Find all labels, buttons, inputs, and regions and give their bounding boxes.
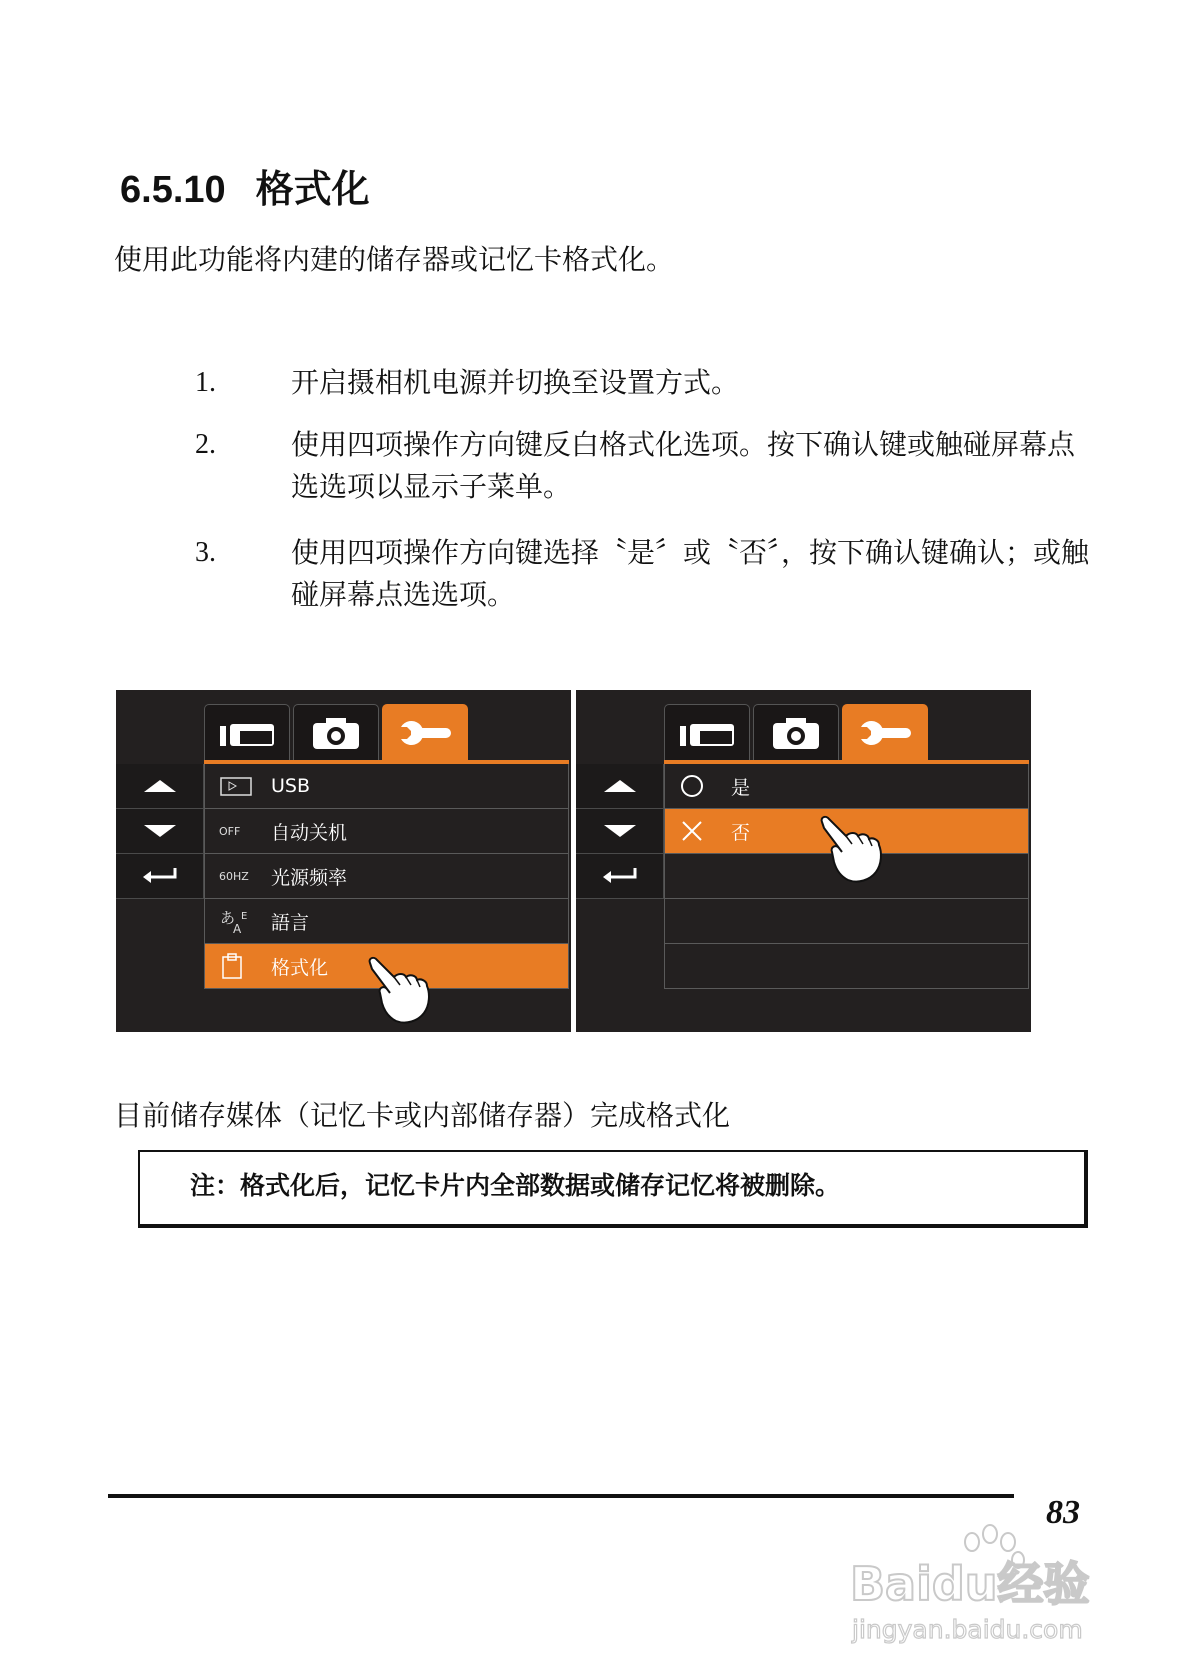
arrow-down-icon xyxy=(603,824,637,838)
baidu-watermark xyxy=(850,1520,1130,1650)
section-number: 6.5.10 xyxy=(120,169,226,211)
section-heading xyxy=(120,158,370,213)
arrow-up-icon xyxy=(143,779,177,793)
tab-video-mode[interactable] xyxy=(204,704,290,760)
option-yes[interactable] xyxy=(664,764,1029,809)
watermark-url: jingyan.baidu.com xyxy=(852,1615,1083,1644)
option-label: 是 xyxy=(731,776,751,799)
wrench-icon xyxy=(397,717,453,749)
tab-video-mode[interactable] xyxy=(664,704,750,760)
menu-item-label: 格式化 xyxy=(271,956,329,979)
menu-item-frequency[interactable] xyxy=(204,854,569,899)
menu-item-language[interactable] xyxy=(204,899,569,944)
step-number: 1. xyxy=(195,367,216,398)
menu-item-label: 光源频率 xyxy=(271,866,348,889)
tab-settings[interactable] xyxy=(842,704,928,760)
down-button[interactable] xyxy=(116,809,204,854)
page-number: 83 xyxy=(1046,1494,1080,1531)
svg-text:E: E xyxy=(241,911,248,922)
up-button[interactable] xyxy=(116,764,204,809)
menu-item-label: 自动关机 xyxy=(271,821,348,844)
enter-icon xyxy=(602,866,638,886)
camera-screen-settings-menu xyxy=(116,690,571,1032)
note-box xyxy=(138,1150,1088,1228)
step-1 xyxy=(195,362,1095,404)
arrow-down-icon xyxy=(143,824,177,838)
menu-item-usb[interactable] xyxy=(204,764,569,809)
camera-screen-format-confirm xyxy=(576,690,1031,1032)
note-text: 注：格式化后，记忆卡片内全部数据或储存记忆将被删除。 xyxy=(190,1171,841,1200)
pointing-hand-icon xyxy=(366,955,436,1030)
video-mode-icon xyxy=(678,718,736,748)
step-text: 开启摄相机电源并切换至设置方式。 xyxy=(291,366,740,399)
step-text: 使用四项操作方向键反白格式化选项。按下确认键或触碰屏幕点选选项以显示子菜单。 xyxy=(291,428,1076,503)
wrench-icon xyxy=(857,717,913,749)
step-text: 使用四项操作方向键选择〝是〞或〝否〞，按下确认键确认；或触碰屏幕点选选项。 xyxy=(291,536,1090,611)
result-text: 目前储存媒体（记忆卡或内部储存器）完成格式化 xyxy=(114,1099,731,1132)
up-button[interactable] xyxy=(576,764,664,809)
language-icon xyxy=(219,907,253,935)
svg-text:あ: あ xyxy=(220,909,236,927)
step-number: 3. xyxy=(195,537,216,568)
arrow-up-icon xyxy=(603,779,637,793)
option-empty xyxy=(664,899,1029,944)
tab-photo-mode[interactable] xyxy=(293,704,379,760)
step-number: 2. xyxy=(195,429,216,460)
circle-icon xyxy=(679,773,705,799)
camera-icon xyxy=(771,715,821,751)
format-icon xyxy=(219,952,245,980)
footer-rule xyxy=(108,1494,1014,1498)
intro-paragraph: 使用此功能将内建的储存器或记忆卡格式化。 xyxy=(114,243,675,276)
enter-button[interactable] xyxy=(576,854,664,899)
tab-settings[interactable] xyxy=(382,704,468,760)
menu-item-label: USB xyxy=(271,775,311,797)
auto-off-icon: OFF xyxy=(219,824,241,838)
cross-icon xyxy=(679,818,705,844)
enter-icon xyxy=(142,866,178,886)
option-empty xyxy=(664,944,1029,989)
enter-button[interactable] xyxy=(116,854,204,899)
video-mode-icon xyxy=(218,718,276,748)
menu-item-auto-off[interactable] xyxy=(204,809,569,854)
step-3 xyxy=(195,532,1095,616)
option-label: 否 xyxy=(731,821,751,844)
tab-photo-mode[interactable] xyxy=(753,704,839,760)
pointing-hand-icon xyxy=(818,814,888,889)
section-title: 格式化 xyxy=(255,167,370,211)
menu-item-label: 語言 xyxy=(271,911,310,934)
down-button[interactable] xyxy=(576,809,664,854)
frequency-icon: 60HZ xyxy=(219,869,249,883)
svg-text:A: A xyxy=(233,922,242,935)
watermark-brand: Baidu经验 xyxy=(850,1557,1090,1611)
camera-icon xyxy=(311,715,361,751)
usb-icon xyxy=(219,775,253,797)
step-2 xyxy=(195,424,1095,508)
